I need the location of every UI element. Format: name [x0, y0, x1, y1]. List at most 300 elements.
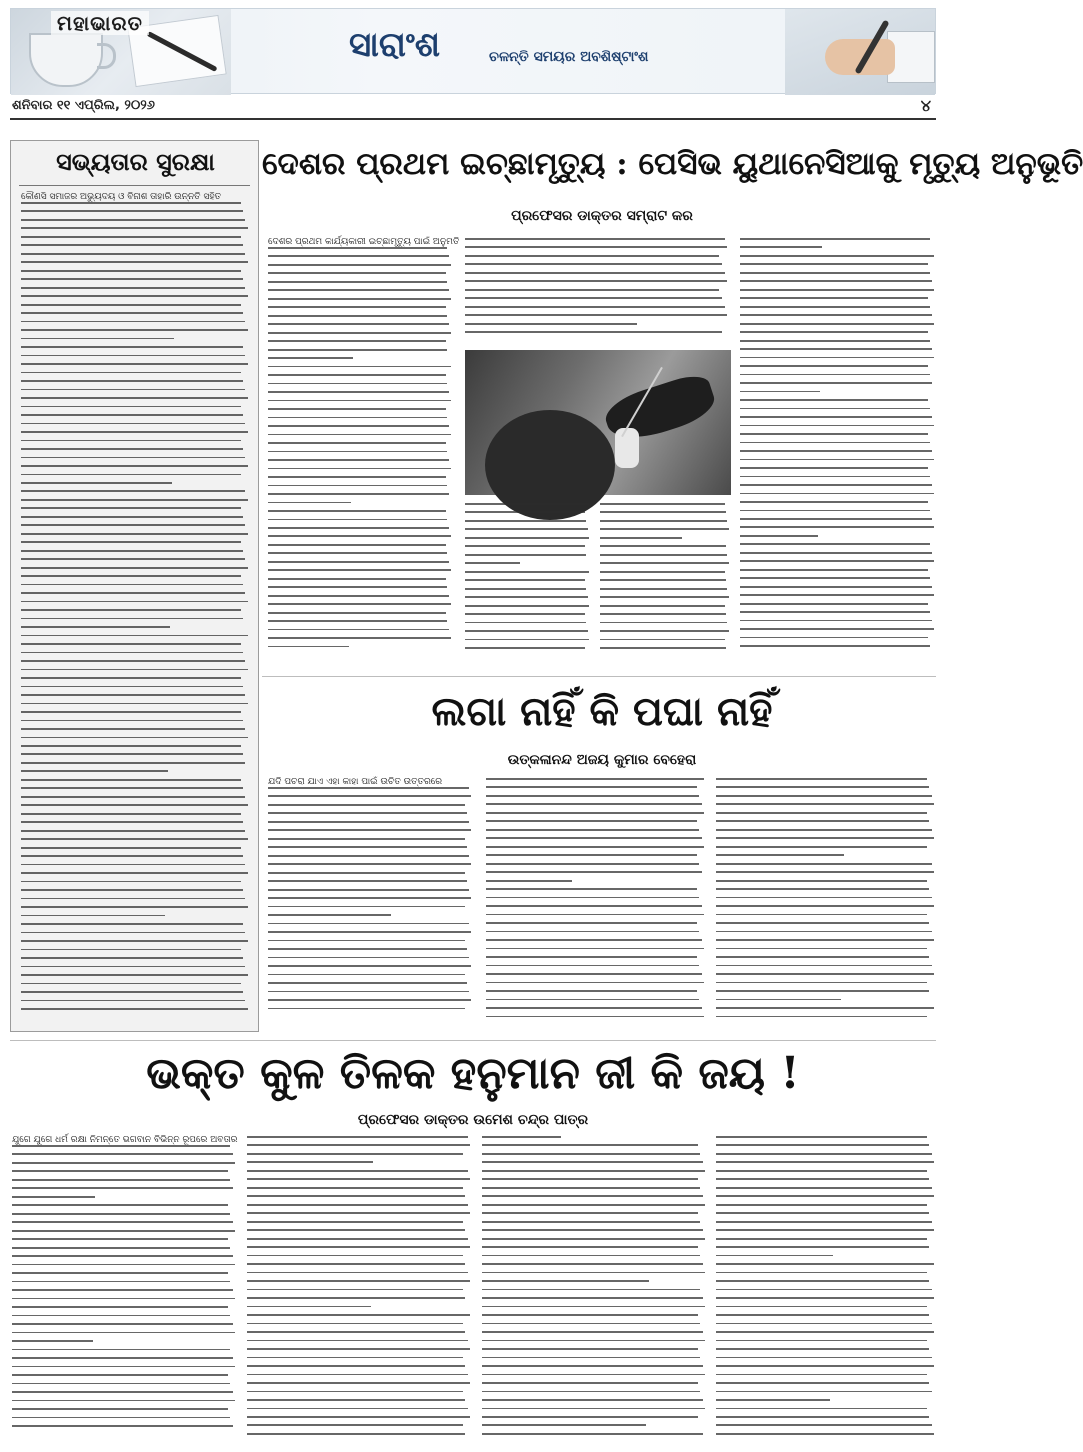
text-line	[600, 647, 726, 649]
text-line	[740, 297, 928, 299]
text-line	[740, 603, 928, 605]
text-line	[486, 846, 704, 848]
text-line	[740, 289, 934, 291]
text-line	[268, 889, 469, 891]
text-line	[21, 355, 245, 357]
text-line	[12, 1238, 228, 1240]
text-line	[268, 974, 465, 976]
text-line	[740, 306, 930, 308]
text-line	[21, 694, 245, 696]
text-line	[12, 1272, 228, 1274]
text-line	[716, 837, 934, 839]
text-line	[268, 289, 449, 291]
article2-col1	[268, 778, 473, 1028]
text-line	[21, 516, 243, 518]
text-line	[465, 571, 589, 573]
nebulizer-icon	[615, 428, 639, 468]
text-line	[482, 1187, 700, 1189]
text-line	[486, 965, 699, 967]
text-line	[465, 503, 589, 505]
text-line	[740, 450, 932, 452]
text-line	[600, 537, 682, 539]
article3-col2	[247, 1136, 472, 1442]
text-line	[21, 847, 241, 849]
text-line	[486, 795, 699, 797]
text-line	[740, 560, 934, 562]
text-line	[600, 630, 729, 632]
text-line	[716, 1263, 934, 1265]
text-line	[482, 1170, 705, 1172]
text-line	[465, 314, 727, 316]
text-line	[21, 278, 243, 280]
text-line	[740, 238, 930, 240]
text-line	[21, 932, 245, 934]
text-line	[21, 983, 241, 985]
text-line	[21, 389, 245, 391]
text-line	[247, 1272, 468, 1274]
text-line	[740, 620, 932, 622]
text-line	[486, 990, 697, 992]
text-line	[12, 1204, 228, 1206]
article1-lead: ଦେଶର ପ୍ରଥମ କାର୍ଯ୍ୟକାରୀ ଇଚ୍ଛାମୃତ୍ୟୁ ପାଇଁ ଅନୁମତି	[268, 237, 460, 247]
text-line	[21, 431, 248, 433]
text-line	[716, 1340, 927, 1342]
text-line	[482, 1399, 703, 1401]
text-line	[716, 1424, 932, 1426]
text-line	[716, 990, 929, 992]
text-line	[247, 1161, 373, 1163]
article1-headline: ଦେଶର ପ୍ରଥମ ଇଚ୍ଛାମୃତ୍ୟୁ : ପେସିଭ ୟୁଥାନେସିଆକୁ ମୃତ୍ୟୁ ଅନୁଭୂତି	[262, 146, 1083, 182]
text-line	[21, 312, 243, 314]
section-title: ସାରାଂଶ	[349, 25, 440, 65]
text-line	[12, 1196, 95, 1198]
text-line	[600, 613, 726, 615]
text-line	[268, 417, 447, 419]
text-line	[268, 620, 447, 622]
text-line	[268, 434, 451, 436]
text-line	[482, 1272, 705, 1274]
text-line	[21, 236, 241, 238]
text-line	[21, 915, 165, 917]
text-line	[12, 1281, 230, 1283]
text-line	[268, 272, 446, 274]
text-line	[482, 1136, 561, 1138]
text-line	[716, 1187, 932, 1189]
article3-col4	[716, 1136, 936, 1442]
text-line	[268, 247, 447, 249]
text-line	[21, 940, 248, 942]
text-line	[268, 863, 471, 865]
text-line	[482, 1306, 705, 1308]
text-line	[465, 520, 586, 522]
text-line	[740, 594, 934, 596]
text-line	[716, 1399, 830, 1401]
text-line	[716, 999, 841, 1001]
text-line	[21, 601, 248, 603]
text-line	[247, 1331, 465, 1333]
text-line	[12, 1153, 233, 1155]
text-line	[12, 1340, 93, 1342]
text-line	[740, 501, 928, 503]
text-line	[716, 871, 934, 873]
text-line	[268, 1008, 465, 1010]
text-line	[21, 210, 243, 212]
text-line	[268, 527, 449, 529]
text-line	[247, 1144, 470, 1146]
text-line	[268, 957, 469, 959]
text-line	[268, 535, 451, 537]
text-line	[716, 1433, 934, 1435]
text-line	[716, 931, 932, 933]
text-line	[247, 1178, 470, 1180]
text-line	[465, 579, 585, 581]
text-line	[268, 846, 467, 848]
text-line	[268, 502, 351, 504]
text-line	[716, 1391, 932, 1393]
text-line	[247, 1416, 470, 1418]
text-line	[268, 442, 446, 444]
text-line	[716, 1323, 932, 1325]
text-line	[716, 956, 929, 958]
text-line	[486, 871, 702, 873]
text-line	[482, 1340, 705, 1342]
text-line	[21, 949, 241, 951]
text-line	[465, 263, 722, 265]
text-line	[486, 837, 702, 839]
text-line	[740, 408, 930, 410]
text-line	[21, 567, 248, 569]
text-line	[482, 1212, 698, 1214]
text-line	[268, 586, 447, 588]
text-line	[247, 1391, 463, 1393]
text-line	[247, 1246, 470, 1248]
text-line	[716, 1204, 927, 1206]
text-line	[21, 609, 241, 611]
text-line	[21, 558, 245, 560]
text-line	[482, 1433, 703, 1435]
text-line	[268, 948, 467, 950]
text-line	[486, 812, 704, 814]
text-line	[716, 1272, 927, 1274]
text-line	[716, 965, 932, 967]
text-line	[21, 770, 168, 772]
text-line	[21, 499, 248, 501]
writing-hand-photo	[785, 9, 935, 95]
text-line	[21, 855, 243, 857]
text-line	[12, 1179, 230, 1181]
text-line	[465, 630, 588, 632]
text-line	[486, 778, 704, 780]
text-line	[268, 999, 471, 1001]
text-line	[486, 880, 572, 882]
text-line	[716, 820, 929, 822]
text-line	[482, 1357, 700, 1359]
text-line	[21, 745, 241, 747]
text-line	[21, 813, 241, 815]
text-line	[716, 1016, 927, 1018]
text-line	[482, 1229, 703, 1231]
text-line	[268, 855, 469, 857]
text-line	[482, 1221, 700, 1223]
text-line	[716, 1246, 929, 1248]
text-line	[482, 1314, 698, 1316]
text-line	[716, 1195, 934, 1197]
text-line	[268, 510, 446, 512]
text-line	[740, 382, 932, 384]
section-tagline: ଚଳନ୍ତି ସମୟର ଅବଶିଷ୍ଟାଂଶ	[489, 49, 649, 65]
text-line	[21, 652, 243, 654]
editorial-lead: କୌଣସି ସମାଜର ଅଭ୍ୟୁଦୟ ଓ ବିନାଶ ତାହାରି ଉନ୍ନତି ସହିତ	[21, 192, 221, 202]
text-line	[247, 1297, 465, 1299]
text-line	[740, 518, 932, 520]
article1-col1	[268, 237, 460, 660]
article2-headline: ଲଗା ନାହିଁ କି ପଘା ନାହିଁ	[431, 688, 773, 735]
article1-col2-bottom-b	[600, 503, 730, 660]
text-line	[21, 618, 243, 620]
text-line	[12, 1323, 233, 1325]
text-line	[716, 973, 934, 975]
text-line	[21, 380, 243, 382]
text-line	[268, 264, 451, 266]
text-line	[247, 1382, 470, 1384]
text-line	[247, 1263, 465, 1265]
text-line	[21, 1008, 248, 1010]
text-line	[21, 397, 248, 399]
text-line	[268, 561, 449, 563]
text-line	[740, 331, 928, 333]
text-line	[600, 511, 726, 513]
text-line	[716, 1365, 934, 1367]
text-line	[21, 779, 241, 781]
text-line	[247, 1348, 470, 1350]
text-line	[12, 1264, 235, 1266]
text-line	[482, 1204, 705, 1206]
text-line	[486, 999, 699, 1001]
text-line	[12, 1417, 230, 1419]
text-line	[12, 1221, 233, 1223]
text-line	[465, 272, 725, 274]
text-line	[716, 1280, 929, 1282]
text-line	[12, 1213, 230, 1215]
text-line	[740, 314, 932, 316]
text-line	[21, 991, 243, 993]
text-line	[21, 728, 245, 730]
text-line	[21, 592, 245, 594]
dateline: ଶନିବାର ୧୧ ଏପ୍ରିଲ, ୨୦୨୬	[12, 98, 155, 113]
text-line	[21, 414, 243, 416]
text-line	[247, 1424, 463, 1426]
text-line	[716, 888, 929, 890]
text-line	[247, 1280, 470, 1282]
text-line	[740, 628, 934, 630]
text-line	[268, 612, 446, 614]
article3-headline: ଭକ୍ତ କୁଳ ତିଳକ ହନୁମାନ ଜୀ କି ଜୟ !	[146, 1048, 800, 1099]
article1-byline: ପ୍ରଫେସର ଡାକ୍ତର ସମ୍ରାଟ କର	[511, 208, 693, 224]
text-line	[740, 543, 930, 545]
text-line	[268, 872, 465, 874]
text-line	[268, 459, 449, 461]
text-line	[716, 914, 927, 916]
text-line	[740, 348, 932, 350]
text-line	[12, 1357, 233, 1359]
text-line	[716, 1408, 927, 1410]
text-line	[740, 391, 820, 393]
text-line	[486, 803, 702, 805]
text-line	[716, 939, 934, 941]
text-line	[482, 1153, 700, 1155]
text-line	[21, 253, 245, 255]
text-line	[21, 677, 241, 679]
text-line	[716, 1331, 934, 1333]
text-line	[740, 263, 928, 265]
text-line	[268, 897, 471, 899]
text-line	[465, 647, 585, 649]
text-line	[600, 545, 726, 547]
text-line	[21, 490, 245, 492]
text-line	[12, 1400, 235, 1402]
article1-col2-bottom-a	[465, 503, 590, 660]
text-line	[740, 510, 930, 512]
text-line	[716, 1161, 934, 1163]
text-line	[740, 552, 932, 554]
text-line	[247, 1433, 465, 1435]
text-line	[12, 1306, 228, 1308]
text-line	[247, 1399, 465, 1401]
text-line	[12, 1332, 235, 1334]
text-line	[465, 255, 719, 257]
text-line	[21, 898, 245, 900]
editorial-title: ସଭ୍ୟତାର ସୁରକ୍ଷା	[56, 147, 215, 176]
text-line	[716, 897, 932, 899]
text-line	[716, 1297, 934, 1299]
text-line	[247, 1170, 468, 1172]
text-line	[247, 1357, 463, 1359]
text-line	[465, 306, 725, 308]
text-line	[482, 1297, 703, 1299]
editorial-body	[21, 193, 250, 1025]
text-line	[486, 888, 697, 890]
text-line	[21, 338, 174, 340]
text-line	[716, 854, 844, 856]
text-line	[482, 1374, 705, 1376]
text-line	[247, 1229, 465, 1231]
text-line	[465, 622, 586, 624]
text-line	[486, 854, 697, 856]
article2-col3	[716, 778, 936, 1028]
text-line	[21, 329, 248, 331]
text-line	[268, 357, 353, 359]
text-line	[716, 1136, 927, 1138]
text-line	[740, 476, 930, 478]
text-line	[21, 796, 245, 798]
text-line	[268, 991, 469, 993]
text-line	[486, 863, 699, 865]
text-line	[740, 357, 934, 359]
article2-lead: ଯଦି ପଚରା ଯାଏ ଏହା କାହା ପାଇଁ ଉଚିତ ଉତ୍ତରରେ	[268, 777, 443, 787]
text-line	[247, 1289, 463, 1291]
text-line	[21, 711, 241, 713]
article2-col2	[486, 778, 706, 1028]
text-line	[21, 864, 245, 866]
text-line	[268, 829, 471, 831]
text-line	[21, 321, 245, 323]
text-line	[600, 562, 729, 564]
text-line	[21, 974, 248, 976]
text-line	[740, 459, 934, 461]
text-line	[12, 1425, 233, 1427]
text-line	[268, 408, 446, 410]
text-line	[482, 1289, 700, 1291]
text-line	[740, 526, 934, 528]
text-line	[12, 1298, 235, 1300]
text-line	[21, 363, 248, 365]
text-line	[247, 1306, 371, 1308]
text-line	[465, 545, 585, 547]
text-line	[486, 1007, 702, 1009]
text-line	[716, 1144, 929, 1146]
text-line	[21, 635, 248, 637]
text-line	[486, 948, 704, 950]
text-line	[268, 281, 447, 283]
text-line	[740, 416, 932, 418]
text-line	[482, 1391, 700, 1393]
text-line	[21, 720, 243, 722]
text-line	[716, 1357, 932, 1359]
text-line	[716, 1374, 927, 1376]
text-line	[482, 1161, 703, 1163]
text-line	[716, 778, 927, 780]
text-line	[482, 1365, 703, 1367]
text-line	[21, 1000, 245, 1002]
text-line	[12, 1366, 235, 1368]
text-line	[465, 537, 589, 539]
text-line	[482, 1323, 700, 1325]
text-line	[600, 554, 727, 556]
article1-col3	[740, 238, 936, 660]
text-line	[21, 541, 241, 543]
text-line	[21, 686, 243, 688]
text-line	[486, 973, 702, 975]
text-line	[716, 1153, 932, 1155]
text-line	[268, 812, 467, 814]
text-line	[268, 906, 465, 908]
text-line	[716, 1306, 927, 1308]
text-line	[268, 400, 451, 402]
text-line	[21, 287, 245, 289]
text-line	[268, 340, 446, 342]
text-line	[268, 391, 449, 393]
text-line	[268, 255, 449, 257]
text-line	[486, 820, 697, 822]
text-line	[740, 645, 930, 647]
text-line	[21, 923, 243, 925]
text-line	[465, 596, 588, 598]
text-line	[268, 544, 446, 546]
text-line	[740, 323, 934, 325]
article3-col3	[482, 1136, 707, 1442]
text-line	[268, 821, 469, 823]
text-line	[600, 622, 727, 624]
page-number: ୪	[920, 96, 931, 115]
text-line	[21, 669, 248, 671]
text-line	[268, 914, 391, 916]
text-line	[465, 511, 585, 513]
text-line	[486, 982, 704, 984]
text-line	[465, 528, 588, 530]
text-line	[21, 507, 241, 509]
text-line	[21, 440, 241, 442]
text-line	[465, 554, 586, 556]
